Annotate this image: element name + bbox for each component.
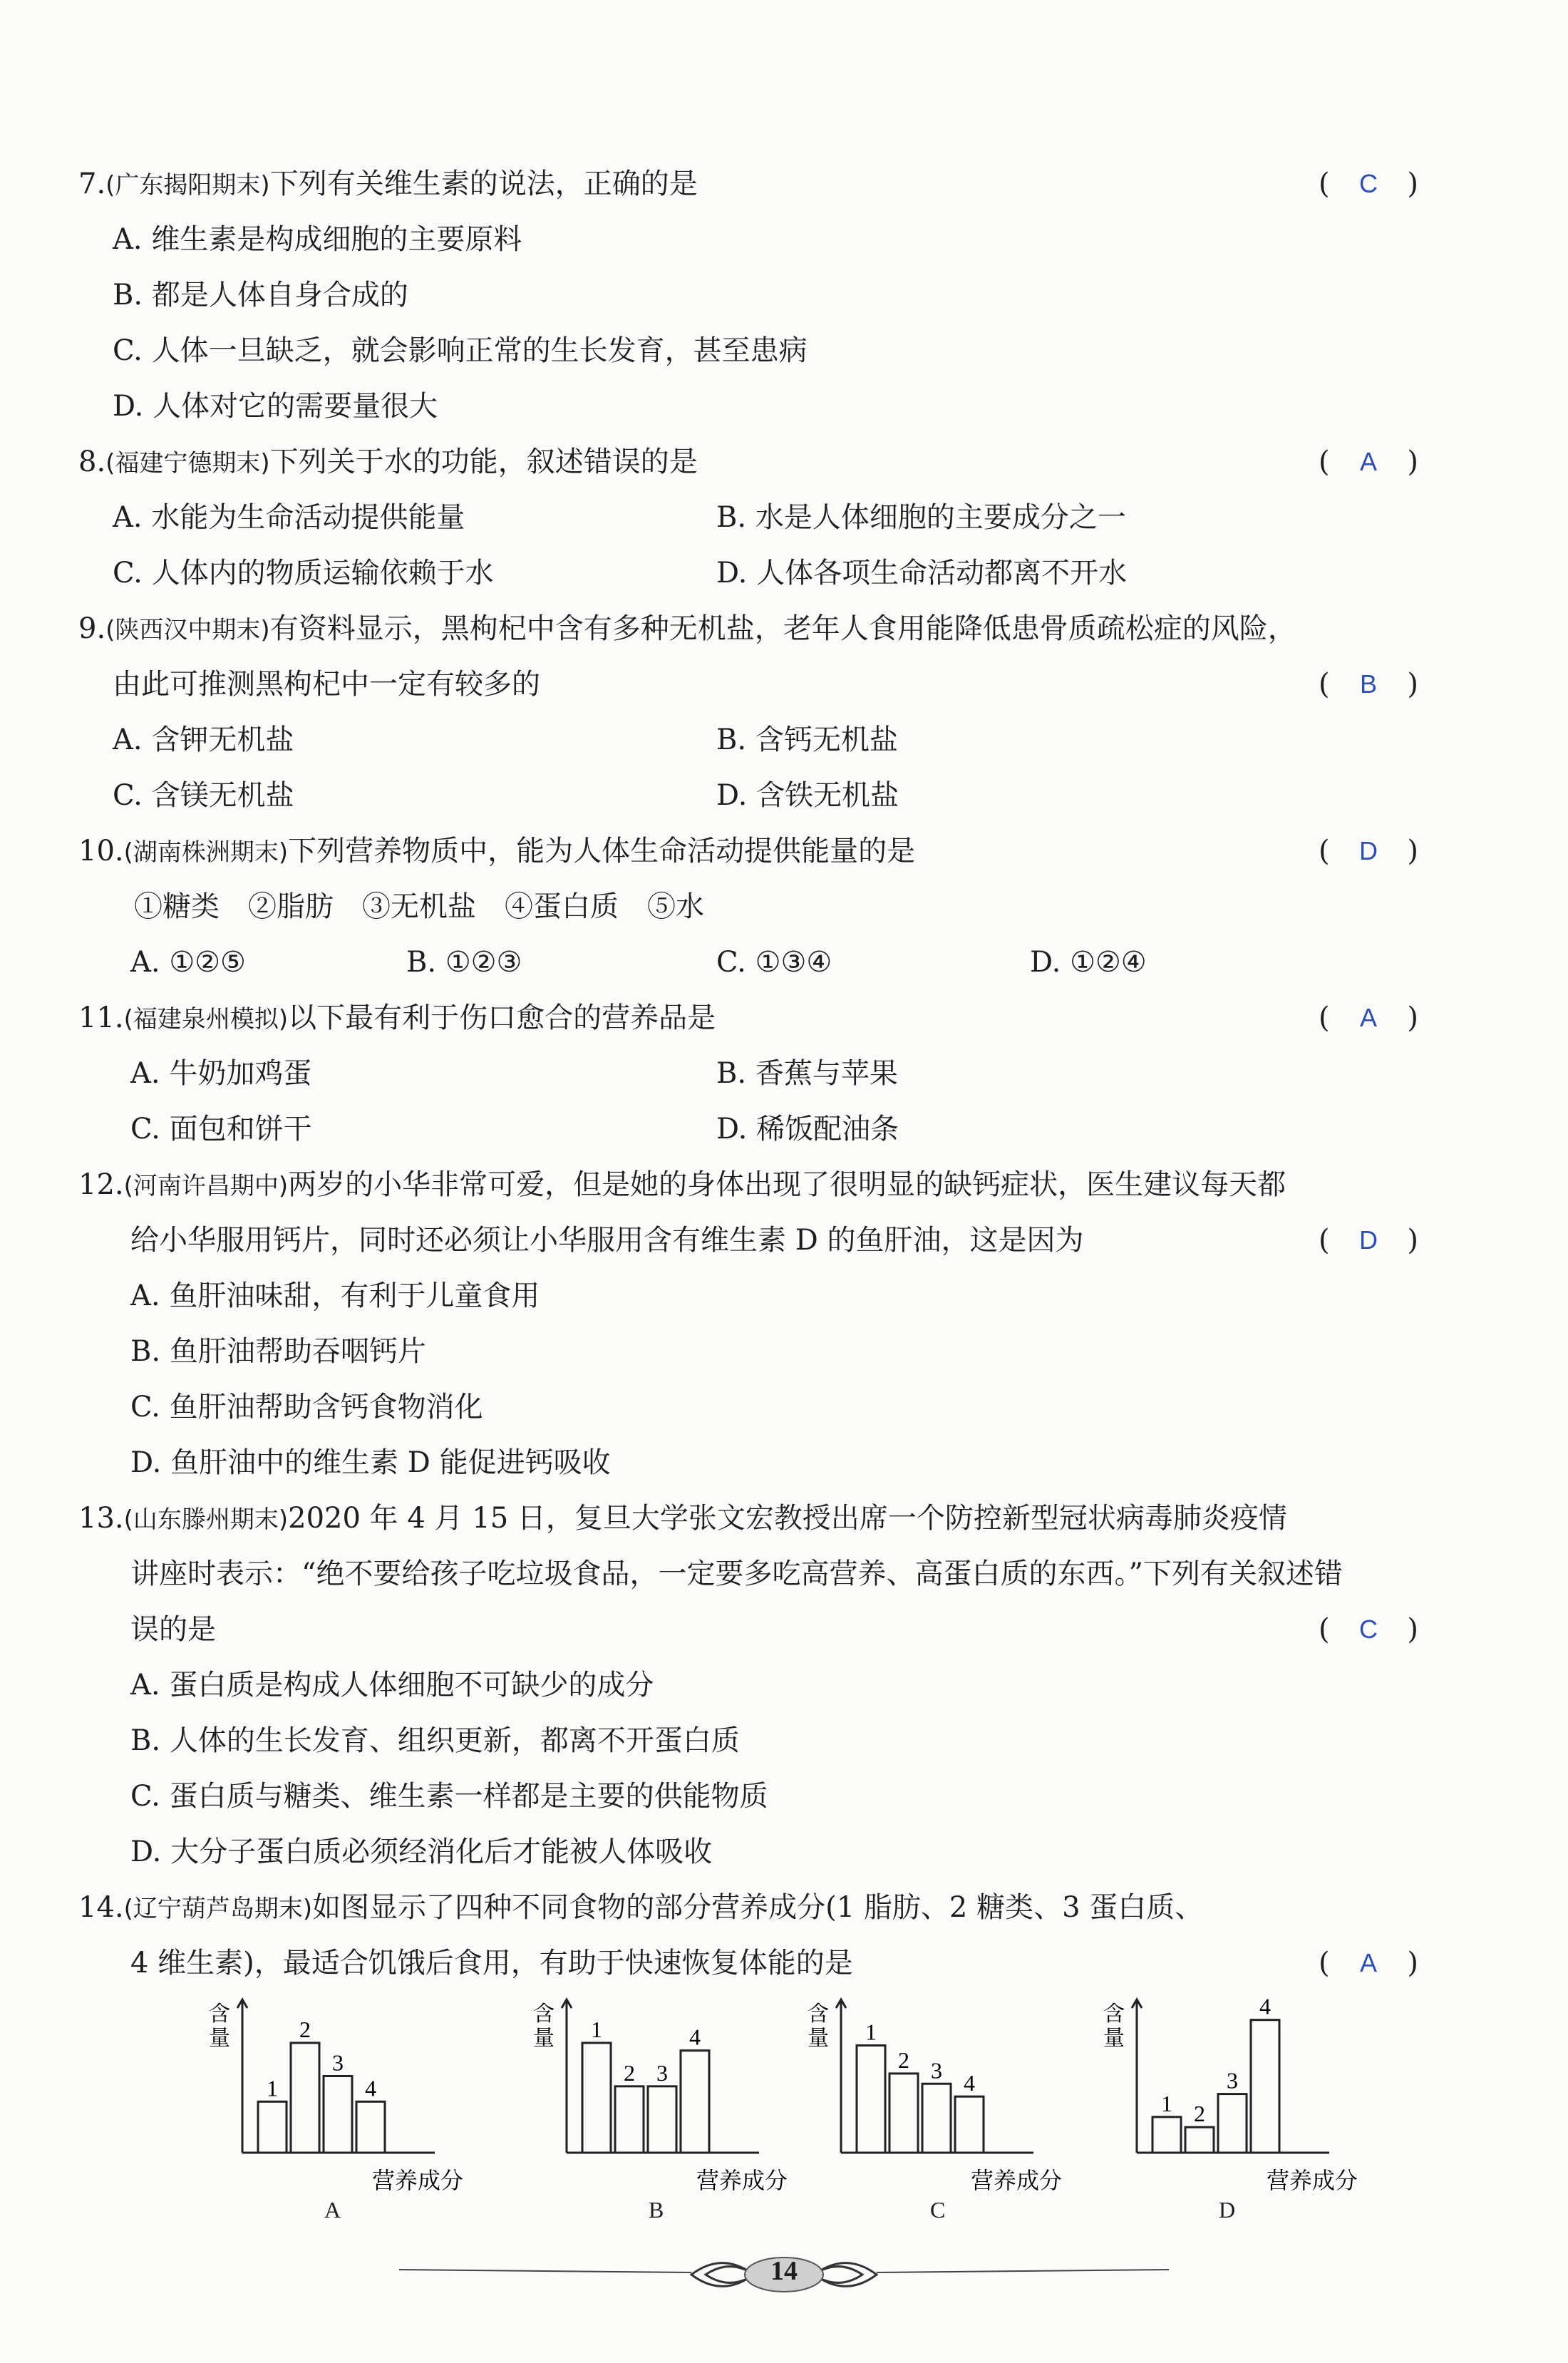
bar	[291, 2043, 319, 2153]
bar-label: 4	[689, 2024, 701, 2050]
y-axis-label: 量	[533, 2026, 555, 2051]
bar-label: 3	[931, 2057, 942, 2084]
chart-label-d: D	[1219, 2197, 1236, 2223]
chart-c	[805, 1989, 1076, 2224]
chart-b	[531, 1989, 802, 2224]
option: B. 含钙无机盐	[716, 724, 898, 756]
question-source: (福建宁德期末)	[105, 449, 270, 478]
y-axis-label: 含	[209, 2002, 230, 2027]
question-14-stem: 14.(辽宁葫芦岛期末)如图显示了四种不同食物的部分营养成分(1 脂肪、2 糖类、3 蛋白质、	[78, 1891, 1204, 1924]
question-12-stem-cont: 给小华服用钙片，同时还必须让小华服用含有维生素 D 的鱼肝油，这是因为	[130, 1224, 1084, 1257]
question-source: (广东揭阳期末)	[105, 171, 270, 200]
option: D. 大分子蛋白质必须经消化后才能被人体吸收	[130, 1836, 713, 1868]
answer-bracket: ( A )	[1319, 998, 1418, 1038]
bar	[955, 2096, 984, 2153]
bar-label: 4	[964, 2070, 975, 2096]
answer-letter: A	[1359, 1948, 1377, 1977]
option: A. 维生素是构成细胞的主要原料	[113, 223, 522, 256]
option: C. 鱼肝油帮助含钙食物消化	[130, 1391, 483, 1424]
option: B. 都是人体自身合成的	[113, 279, 408, 312]
answer-letter: C	[1359, 1615, 1378, 1644]
option: D. 稀饭配油条	[716, 1113, 899, 1146]
option: C. 人体内的物质运输依赖于水	[113, 557, 494, 590]
question-7-stem: 7.(广东揭阳期末)下列有关维生素的说法，正确的是	[78, 168, 698, 200]
answer-letter: D	[1359, 1225, 1378, 1255]
answer-bracket: ( D )	[1319, 831, 1418, 871]
x-axis-label: 营养成分	[970, 2167, 1062, 2194]
option: B. 香蕉与苹果	[716, 1057, 898, 1090]
answer-bracket: ( A )	[1319, 1943, 1418, 1983]
bar	[922, 2084, 951, 2153]
bar-label: 2	[299, 2016, 311, 2042]
page-number: 14	[770, 2256, 798, 2286]
question-13-stem-cont: 讲座时表示：“绝不要给孩子吃垃圾食品，一定要多吃高营养、高蛋白质的东西。”下列有关叙述错	[130, 1558, 1343, 1590]
question-8-stem: 8.(福建宁德期末)下列关于水的功能，叙述错误的是	[78, 446, 698, 478]
option: A. 水能为生命活动提供能量	[113, 501, 465, 534]
bar	[356, 2101, 385, 2153]
question-source: (陕西汉中期末)	[105, 616, 270, 644]
question-13-stem: 13.(山东滕州期末)2020 年 4 月 15 日，复旦大学张文宏教授出席一个防控新型冠状病毒肺炎疫情	[78, 1502, 1287, 1535]
chart-label-b: B	[649, 2197, 664, 2223]
answer-bracket: ( A )	[1319, 442, 1418, 482]
answer-letter: B	[1359, 669, 1377, 699]
option: D. 含铁无机盐	[716, 779, 899, 812]
bar-label: 1	[591, 2016, 602, 2042]
bar	[648, 2086, 676, 2153]
bar-label: 1	[267, 2075, 278, 2101]
y-axis-label: 含	[808, 2002, 829, 2027]
bar-label: 3	[332, 2049, 344, 2076]
nutrient-list: ①糖类 ②脂肪 ③无机盐 ④蛋白质 ⑤水	[134, 890, 704, 923]
option: D. ①②④	[1030, 946, 1147, 979]
chart-svg	[207, 1989, 478, 2194]
bar	[857, 2046, 885, 2153]
option: C. 面包和饼干	[130, 1113, 312, 1146]
bar-label: 2	[624, 2059, 635, 2086]
answer-letter: A	[1359, 447, 1377, 476]
answer-letter: A	[1359, 1003, 1377, 1032]
bar-label: 3	[1227, 2067, 1238, 2094]
chart-svg	[1101, 1989, 1372, 2194]
answer-letter: C	[1359, 169, 1378, 198]
question-source: (河南许昌期中)	[123, 1172, 289, 1200]
question-9-stem-cont: 由此可推测黑枸杞中一定有较多的	[113, 668, 540, 701]
bar	[889, 2074, 918, 2153]
bar	[1185, 2127, 1214, 2153]
bar	[1152, 2117, 1181, 2153]
question-source: (辽宁葫芦岛期末)	[123, 1895, 313, 1923]
bar-label: 2	[1194, 2101, 1205, 2127]
answer-bracket: ( B )	[1319, 664, 1418, 704]
y-axis-label: 含	[533, 2002, 555, 2027]
bar-label: 3	[656, 2059, 668, 2086]
bar	[258, 2101, 287, 2153]
y-axis-label: 量	[808, 2026, 829, 2051]
option: B. 水是人体细胞的主要成分之一	[716, 501, 1126, 534]
option: B. 人体的生长发育、组织更新，都离不开蛋白质	[130, 1724, 740, 1757]
chart-a	[207, 1989, 478, 2224]
answer-bracket: ( C )	[1319, 1610, 1418, 1649]
option: A. 牛奶加鸡蛋	[130, 1057, 312, 1090]
bar-label: 1	[1161, 2090, 1172, 2116]
answer-letter: D	[1359, 836, 1378, 865]
chart-svg	[805, 1989, 1076, 2194]
bar-label: 4	[1259, 1993, 1271, 2019]
question-source: (福建泉州模拟)	[123, 1005, 289, 1034]
bar	[324, 2076, 352, 2153]
option: A. ①②⑤	[130, 946, 246, 979]
answer-bracket: ( D )	[1319, 1220, 1418, 1260]
option: B. ①②③	[406, 946, 522, 979]
option: C. 蛋白质与糖类、维生素一样都是主要的供能物质	[130, 1780, 768, 1813]
option: A. 含钾无机盐	[113, 724, 294, 756]
x-axis-label: 营养成分	[1266, 2167, 1358, 2194]
question-14-stem-cont: 4 维生素)，最适合饥饿后食用，有助于快速恢复体能的是	[130, 1947, 853, 1980]
x-axis-label: 营养成分	[696, 2167, 788, 2194]
option: D. 人体对它的需要量很大	[113, 390, 438, 423]
bar-label: 2	[898, 2047, 909, 2073]
option: B. 鱼肝油帮助吞咽钙片	[130, 1335, 426, 1368]
option: A. 鱼肝油味甜，有利于儿童食用	[130, 1280, 540, 1312]
option: D. 人体各项生命活动都离不开水	[716, 557, 1128, 590]
question-12-stem: 12.(河南许昌期中)两岁的小华非常可爱，但是她的身体出现了很明显的缺钙症状，医生建议每天都	[78, 1168, 1286, 1201]
y-axis-label: 量	[1103, 2026, 1125, 2051]
option: C. 人体一旦缺乏，就会影响正常的生长发育，甚至患病	[113, 334, 808, 367]
question-source: (湖南株洲期末)	[123, 838, 289, 867]
question-10-stem: 10.(湖南株洲期末)下列营养物质中，能为人体生命活动提供能量的是	[78, 835, 916, 868]
question-11-stem: 11.(福建泉州模拟)以下最有利于伤口愈合的营养品是	[78, 1002, 716, 1034]
answer-bracket: ( C )	[1319, 164, 1418, 204]
page-footer	[385, 2250, 1183, 2300]
x-axis-label: 营养成分	[371, 2167, 463, 2194]
y-axis-label: 含	[1103, 2002, 1125, 2027]
bar	[1218, 2094, 1247, 2153]
option: C. 含镁无机盐	[113, 779, 294, 812]
chart-label-a: A	[324, 2197, 341, 2223]
bar	[615, 2086, 644, 2153]
chart-svg	[531, 1989, 802, 2194]
bar-label: 4	[365, 2075, 376, 2101]
option: C. ①③④	[716, 946, 832, 979]
y-axis-label: 量	[209, 2026, 230, 2051]
chart-d	[1101, 1989, 1372, 2224]
question-9-stem: 9.(陕西汉中期末)有资料显示，黑枸杞中含有多种无机盐，老年人食用能降低患骨质疏松症的风险，	[78, 612, 1296, 645]
bar-label: 1	[865, 2019, 877, 2045]
bar	[1251, 2020, 1279, 2153]
bar	[681, 2051, 709, 2153]
question-13-stem-cont: 误的是	[130, 1613, 216, 1646]
option: A. 蛋白质是构成人体细胞不可缺少的成分	[130, 1669, 654, 1702]
chart-label-c: C	[930, 2197, 946, 2223]
option: D. 鱼肝油中的维生素 D 能促进钙吸收	[130, 1446, 611, 1479]
question-source: (山东滕州期末)	[123, 1505, 289, 1534]
bar	[582, 2043, 611, 2153]
